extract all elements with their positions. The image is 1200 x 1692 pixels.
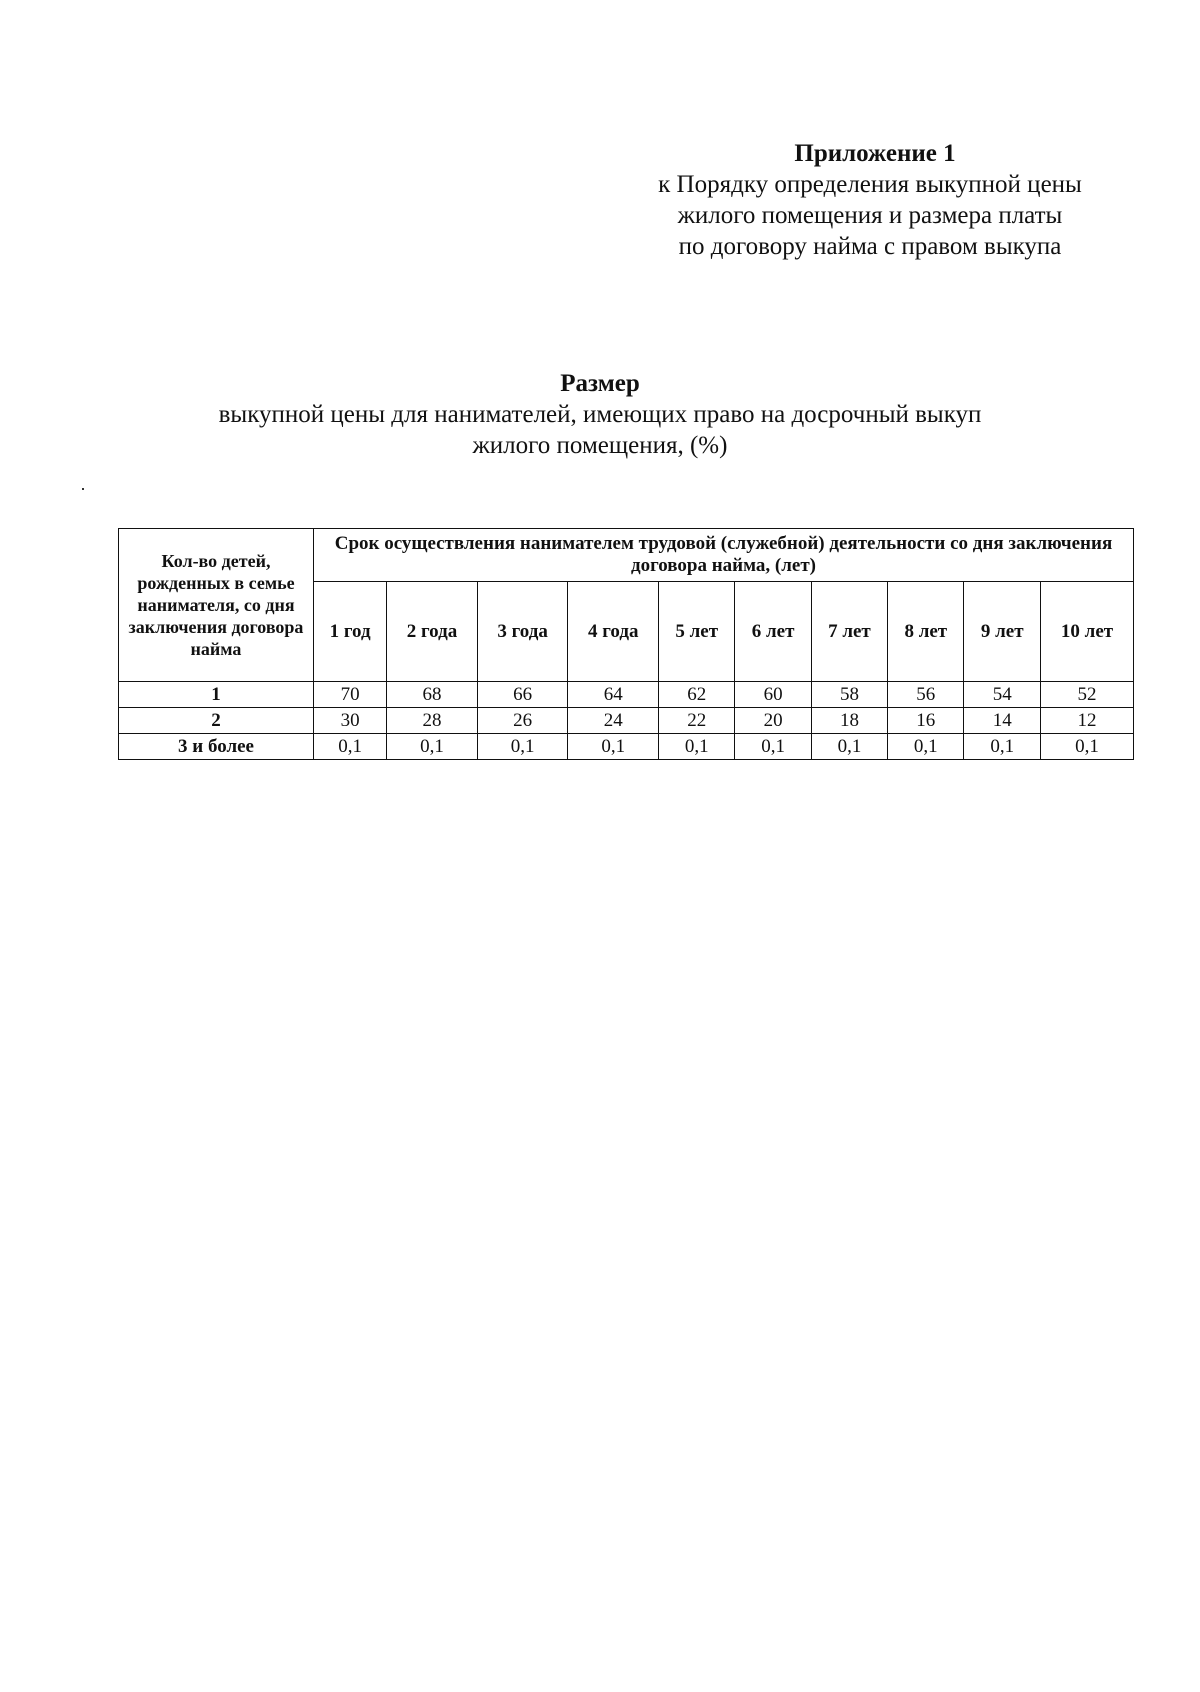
table-cell: 60 xyxy=(735,682,811,708)
document-heading xyxy=(150,368,1050,461)
children-count-header: Кол-во детей, рожденных в семье нанимателя, со дня заключения договора найма xyxy=(119,529,314,682)
period-header-cell: 4 года xyxy=(568,582,659,682)
table-cell: 24 xyxy=(568,708,659,734)
row-label: 2 xyxy=(119,708,314,734)
table-cell: 0,1 xyxy=(811,734,887,760)
scan-speck xyxy=(82,488,84,490)
period-header-cell: 9 лет xyxy=(964,582,1041,682)
table-cell: 0,1 xyxy=(314,734,387,760)
appendix-line: к Порядку определения выкупной цены xyxy=(658,171,1082,198)
table-cell: 0,1 xyxy=(477,734,568,760)
table-cell: 52 xyxy=(1041,682,1134,708)
table-cell: 16 xyxy=(888,708,964,734)
table-cell: 56 xyxy=(888,682,964,708)
heading-line: жилого помещения, (%) xyxy=(472,432,728,459)
heading-title: Размер xyxy=(560,370,640,397)
table-cell: 18 xyxy=(811,708,887,734)
period-header-cell: 7 лет xyxy=(811,582,887,682)
table-header-row xyxy=(119,529,1134,582)
table-cell: 22 xyxy=(659,708,735,734)
table-cell: 28 xyxy=(387,708,478,734)
row-label: 3 и более xyxy=(119,734,314,760)
table-cell: 0,1 xyxy=(964,734,1041,760)
period-header-cell: 6 лет xyxy=(735,582,811,682)
table-cell: 0,1 xyxy=(735,734,811,760)
table-row xyxy=(119,734,1134,760)
appendix-line: по договору найма с правом выкупа xyxy=(678,233,1062,260)
buyout-rate-table xyxy=(118,528,1134,760)
period-header-cell: 3 года xyxy=(477,582,568,682)
table-row xyxy=(119,708,1134,734)
table-cell: 30 xyxy=(314,708,387,734)
period-header-cell: 1 год xyxy=(314,582,387,682)
row-label: 1 xyxy=(119,682,314,708)
table-cell: 12 xyxy=(1041,708,1134,734)
period-header-cell: 8 лет xyxy=(888,582,964,682)
heading-line: выкупной цены для нанимателей, имеющих право на досрочный выкуп xyxy=(218,401,982,428)
table-cell: 0,1 xyxy=(888,734,964,760)
table-cell: 64 xyxy=(568,682,659,708)
service-period-header: Срок осуществления нанимателем трудовой (служебной) деятельности со дня заключения договора найма, (лет) xyxy=(314,529,1134,582)
table-cell: 0,1 xyxy=(568,734,659,760)
period-header-cell: 10 лет xyxy=(1041,582,1134,682)
table-cell: 0,1 xyxy=(387,734,478,760)
table-cell: 54 xyxy=(964,682,1041,708)
table-cell: 14 xyxy=(964,708,1041,734)
table-cell: 0,1 xyxy=(659,734,735,760)
table-cell: 70 xyxy=(314,682,387,708)
table-cell: 68 xyxy=(387,682,478,708)
appendix-line: жилого помещения и размера платы xyxy=(677,202,1063,229)
table-cell: 66 xyxy=(477,682,568,708)
table-cell: 0,1 xyxy=(1041,734,1134,760)
table-row xyxy=(119,682,1134,708)
table-cell: 26 xyxy=(477,708,568,734)
appendix-block xyxy=(600,138,1140,262)
period-header-cell: 2 года xyxy=(387,582,478,682)
table-cell: 20 xyxy=(735,708,811,734)
table-cell: 58 xyxy=(811,682,887,708)
appendix-title: Приложение 1 xyxy=(794,140,956,167)
period-header-cell: 5 лет xyxy=(659,582,735,682)
table-cell: 62 xyxy=(659,682,735,708)
